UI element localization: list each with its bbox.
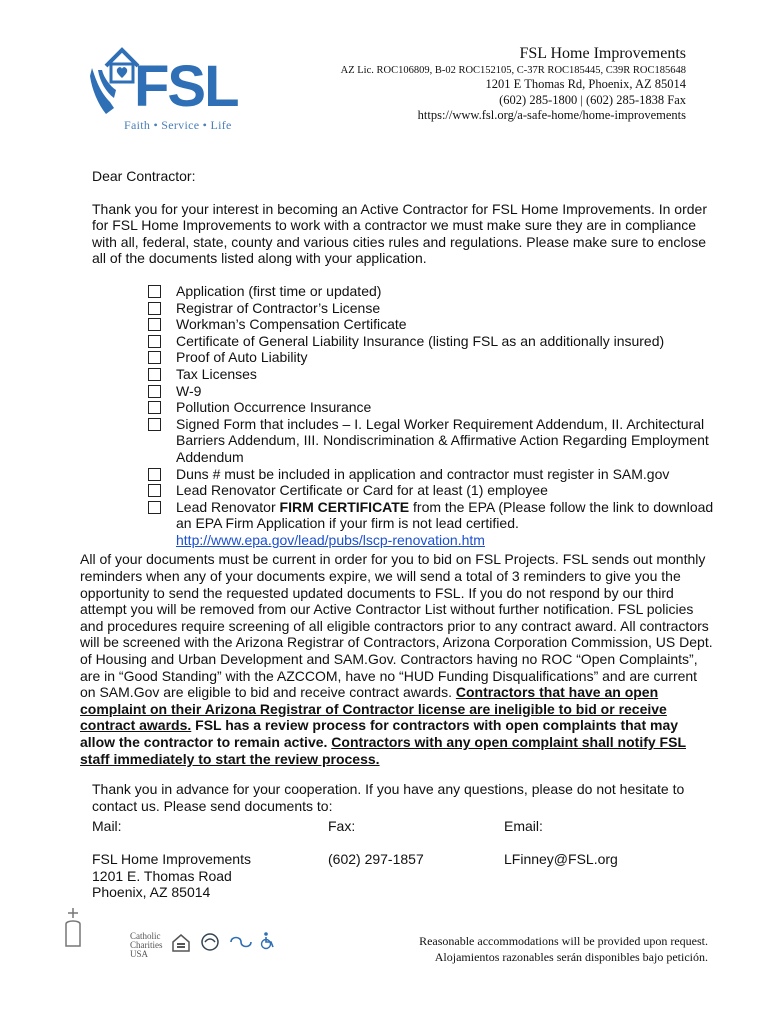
company-name: FSL Home Improvements (519, 45, 686, 62)
footer-logos (60, 906, 290, 966)
logo-text: FSL (134, 54, 238, 119)
email-address[interactable]: LFinney@FSL.org (504, 850, 618, 867)
checklist-item: Application (first time or updated) (148, 283, 716, 300)
company-address: 1201 E Thomas Rd, Phoenix, AZ 85014 (485, 77, 686, 92)
note-spanish: Alojamientos razonables serán disponibles bajo petición. (434, 949, 708, 964)
checklist-item: Pollution Occurrence Insurance (148, 399, 716, 416)
company-info (341, 44, 686, 124)
intro-paragraph: Thank you for your interest in becoming an Active Contractor for FSL Home Improvements. In order for FSL Home Improvements to work with a contractor we must make sure they are in compliance with all, federal, state, county and various cities rules and regulations. Please make sure to enclose all of the documents listed along with your application. (92, 200, 707, 267)
checkbox[interactable] (148, 468, 161, 481)
checkbox[interactable] (148, 484, 161, 497)
thanks-paragraph: Thank you in advance for your cooperation. If you have any questions, please do not hesitate to contact us. Please send documents to: (92, 781, 685, 814)
fsl-logo (88, 40, 278, 140)
contact-labels (80, 818, 716, 835)
checkbox[interactable] (148, 501, 161, 514)
company-url[interactable]: https://www.fsl.org/a-safe-home/home-improvements (417, 108, 686, 123)
policy-paragraph: All of your documents must be current in order for you to bid on FSL Projects. FSL sends out monthly reminders when any of your documents expire, we will send a total of 3 reminders to give you the opportunity to send the requested updated documents to FSL. If you do not respond by our third attempt you will be removed from our Active Contractor List without further notification. FSL policies and procedures require screening of all eligible contractors prior to any contract award. All contractors will be screened with the Arizona Registrar of Contractors, Arizona Corporation Commission, US Dept. of Housing and Urban Development and SAM.Gov. Contractors having no ROC “Open Complaints”, are in “Good Standing” with the AZCCOM, have no “HUD Funding Disqualifications” and are current on SAM.Gov are eligible to bid and receive contract awards. Contractors that have an open complaint on their Arizona Registrar of Contractor license are ineligible to bid or receive contract awards. FSL has a review process for contractors with open complaints that may allow the contractor to remain active. Contractors with any open complaint shall notify FSL staff immediately to start the review process. (80, 551, 713, 767)
checkbox[interactable] (148, 285, 161, 298)
wheelchair-icon (260, 932, 276, 950)
contact-values (80, 851, 716, 901)
carf-icon (228, 934, 254, 950)
email-label: Email: (504, 818, 543, 835)
document-checklist (80, 283, 716, 549)
checkbox[interactable] (148, 335, 161, 348)
checklist-item: Proof of Auto Liability (148, 349, 716, 366)
checkbox[interactable] (148, 318, 161, 331)
salutation: Dear Contractor: (92, 168, 196, 184)
note-english: Reasonable accommodations will be provided upon request. (419, 934, 708, 948)
checklist-item: Registrar of Contractor’s License (148, 300, 716, 317)
checklist-item: Duns # must be included in application and contractor must register in SAM.gov (148, 466, 716, 483)
catholic-charities-logo: Catholic Charities USA (130, 931, 163, 959)
checklist-item: Tax Licenses (148, 366, 716, 383)
checklist-item: Certificate of General Liability Insurance (listing FSL as an additionally insured) (148, 333, 716, 350)
logo-tagline: Faith • Service • Life (124, 118, 232, 132)
checkbox[interactable] (148, 401, 161, 414)
checklist-item: Workman’s Compensation Certificate (148, 316, 716, 333)
company-phone: (602) 285-1800 | (602) 285-1838 Fax (499, 92, 686, 107)
letter-body (80, 168, 716, 901)
checkbox[interactable] (148, 418, 161, 431)
fax-number: (602) 297-1857 (328, 850, 424, 867)
checkbox[interactable] (148, 385, 161, 398)
checklist-item: Lead Renovator Certificate or Card for at least (1) employee (148, 482, 716, 499)
accommodation-note (419, 934, 708, 965)
checklist-item: Lead Renovator FIRM CERTIFICATE from the EPA (Please follow the link to download an EPA Firm Application if your firm is not lead certified. http://www.epa.gov/lead/pubs/lscp-renovation.htm (148, 499, 716, 549)
license-numbers: AZ Lic. ROC106809, B-02 ROC152105, C-37R ROC185445, C39R ROC185648 (340, 65, 686, 76)
checkbox[interactable] (148, 302, 161, 315)
fax-label: Fax: (328, 818, 356, 835)
checkbox[interactable] (148, 368, 161, 381)
cross-icon (60, 906, 86, 950)
checkbox[interactable] (148, 351, 161, 364)
equal-housing-icon (172, 934, 190, 952)
checklist-item: W-9 (148, 383, 716, 400)
united-way-icon (200, 932, 220, 952)
epa-link[interactable]: http://www.epa.gov/lead/pubs/lscp-renovation.htm (176, 531, 485, 548)
mail-label: Mail: (92, 818, 122, 835)
mail-address: FSL Home Improvements 1201 E. Thomas Road Phoenix, AZ 85014 (92, 850, 251, 901)
checklist-item: Signed Form that includes – I. Legal Worker Requirement Addendum, II. Architectural Barriers Addendum, III. Nondiscrimination & Affirmative Action Regarding Employment Addendum (148, 416, 716, 466)
